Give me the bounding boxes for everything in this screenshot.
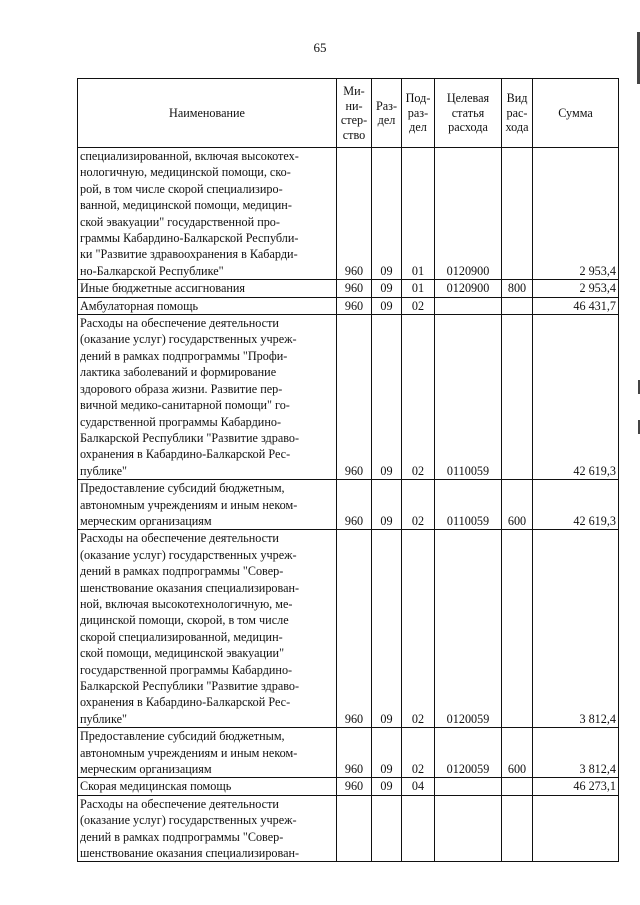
- table-row: [78, 315, 619, 480]
- table-row: [78, 480, 619, 530]
- header-ministry: Ми- ни- стер- ство: [337, 79, 372, 148]
- cell-target: 0120059: [435, 530, 502, 728]
- cell-sum: 3 812,4: [533, 530, 619, 728]
- cell-target: 0110059: [435, 315, 502, 480]
- cell-target: [435, 795, 502, 862]
- cell-target: [435, 297, 502, 314]
- cell-ministry: 960: [337, 480, 372, 530]
- page-number: 65: [313, 40, 327, 55]
- cell-subsection: 02: [402, 297, 435, 314]
- cell-target: 0120900: [435, 280, 502, 297]
- cell-type: 800: [502, 280, 533, 297]
- cell-name: Амбулаторная помощь: [78, 297, 337, 314]
- cell-subsection: 02: [402, 530, 435, 728]
- table-row: [78, 280, 619, 297]
- cell-sum: 42 619,3: [533, 315, 619, 480]
- budget-table: [77, 78, 619, 862]
- cell-name: специализированной, включая высокотех- нологичную, медицинской помощи, ско- рой, в том числе скорой специализиро- ванной, медицинской помощи, медицин- ской эвакуации" государственной про- граммы Кабардино-Балкарской Республи- ки "Развитие здравоохранения в Кабарди- но-Балкарской Республике": [78, 148, 337, 280]
- cell-type: [502, 795, 533, 862]
- cell-name: Расходы на обеспечение деятельности (оказание услуг) государственных учреж- дений в рамках подпрограммы "Совер- шенствование оказания специализирован- ной, включая высокотехнологичную, ме- дицинской помощи, скорой, в том числе скорой специализированной, медицин- ской помощи, медицинской эвакуации" государственной программы Кабардино- Балкарской Республики "Развитие здраво- охранения в Кабардино-Балкарской Рес- публике": [78, 530, 337, 728]
- cell-name: Расходы на обеспечение деятельности (оказание услуг) государственных учреж- дений в рамках подпрограммы "Профи- лактика заболеваний и формирование здорового образа жизни. Развитие пер- вичной медико-санитарной помощи" го- сударственной программы Кабардино- Балкарской Республики "Развитие здраво- охранения в Кабардино-Балкарской Рес- публике": [78, 315, 337, 480]
- cell-ministry: 960: [337, 530, 372, 728]
- header-sum: Сумма: [533, 79, 619, 148]
- header-type: Вид рас- хода: [502, 79, 533, 148]
- table-row: [78, 728, 619, 778]
- header-name: Наименование: [78, 79, 337, 148]
- cell-ministry: 960: [337, 778, 372, 795]
- cell-sum: 46 273,1: [533, 778, 619, 795]
- cell-section: 09: [372, 148, 402, 280]
- cell-type: 600: [502, 480, 533, 530]
- header-target: Целевая статья расхода: [435, 79, 502, 148]
- cell-subsection: [402, 795, 435, 862]
- cell-name: Расходы на обеспечение деятельности (оказание услуг) государственных учреж- дений в рамках подпрограммы "Совер- шенствование оказания специализирован-: [78, 795, 337, 862]
- table-row: [78, 778, 619, 795]
- cell-ministry: 960: [337, 315, 372, 480]
- cell-section: 09: [372, 280, 402, 297]
- cell-subsection: 01: [402, 280, 435, 297]
- cell-ministry: 960: [337, 297, 372, 314]
- cell-type: [502, 530, 533, 728]
- cell-sum: 2 953,4: [533, 148, 619, 280]
- header-subsection: Под- раз- дел: [402, 79, 435, 148]
- cell-section: 09: [372, 728, 402, 778]
- table-row: [78, 795, 619, 862]
- cell-ministry: [337, 795, 372, 862]
- cell-target: 0110059: [435, 480, 502, 530]
- cell-type: [502, 778, 533, 795]
- cell-type: [502, 297, 533, 314]
- cell-sum: [533, 795, 619, 862]
- cell-name: Иные бюджетные ассигнования: [78, 280, 337, 297]
- cell-subsection: 02: [402, 728, 435, 778]
- cell-name: Предоставление субсидий бюджетным, автономным учреждениям и иным неком- мерческим организациям: [78, 480, 337, 530]
- cell-subsection: 02: [402, 480, 435, 530]
- header-row: [78, 79, 619, 148]
- cell-ministry: 960: [337, 148, 372, 280]
- table-row: [78, 530, 619, 728]
- table-row: [78, 297, 619, 314]
- cell-section: [372, 795, 402, 862]
- cell-target: 0120059: [435, 728, 502, 778]
- cell-sum: 3 812,4: [533, 728, 619, 778]
- table-row: [78, 148, 619, 280]
- cell-ministry: 960: [337, 728, 372, 778]
- cell-subsection: 04: [402, 778, 435, 795]
- cell-subsection: 02: [402, 315, 435, 480]
- cell-type: 600: [502, 728, 533, 778]
- cell-sum: 42 619,3: [533, 480, 619, 530]
- cell-type: [502, 315, 533, 480]
- cell-name: Скорая медицинская помощь: [78, 778, 337, 795]
- cell-section: 09: [372, 297, 402, 314]
- cell-subsection: 01: [402, 148, 435, 280]
- cell-target: 0120900: [435, 148, 502, 280]
- cell-sum: 46 431,7: [533, 297, 619, 314]
- cell-sum: 2 953,4: [533, 280, 619, 297]
- cell-name: Предоставление субсидий бюджетным, автономным учреждениям и иным неком- мерческим организациям: [78, 728, 337, 778]
- cell-section: 09: [372, 778, 402, 795]
- cell-section: 09: [372, 530, 402, 728]
- cell-section: 09: [372, 480, 402, 530]
- header-section: Раз- дел: [372, 79, 402, 148]
- cell-ministry: 960: [337, 280, 372, 297]
- cell-section: 09: [372, 315, 402, 480]
- cell-target: [435, 778, 502, 795]
- cell-type: [502, 148, 533, 280]
